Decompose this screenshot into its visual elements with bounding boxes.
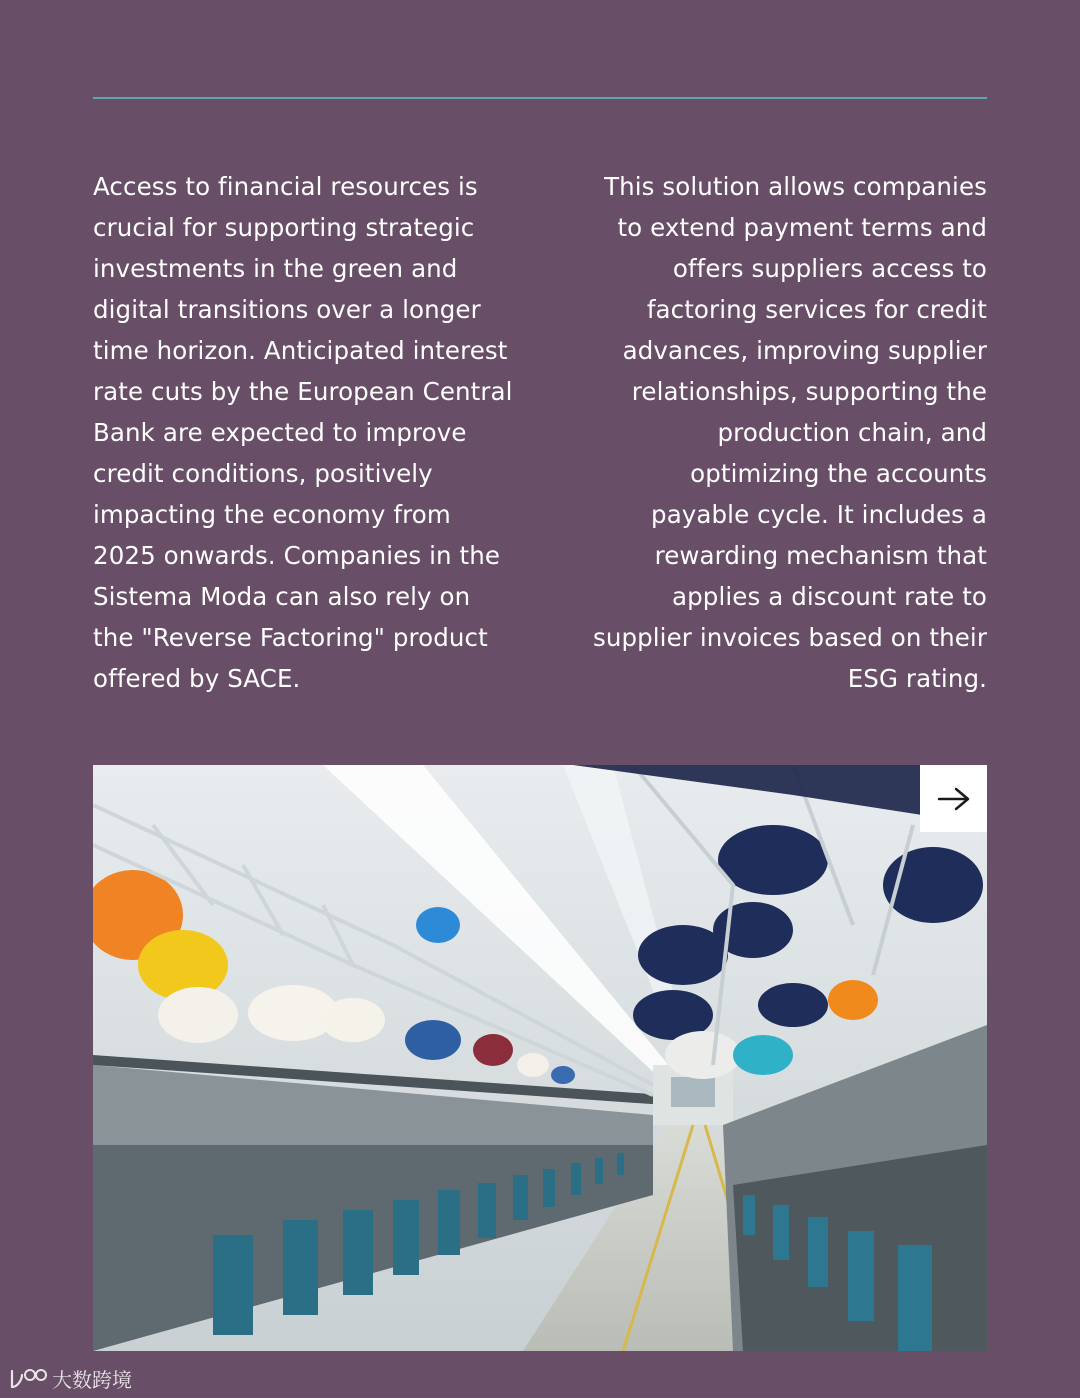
text-line: impacting the economy from (93, 500, 451, 529)
next-arrow-button[interactable] (920, 765, 987, 832)
watermark-logo-icon (8, 1365, 48, 1391)
text-line: production chain, and (717, 418, 987, 447)
text-line: rewarding mechanism that (654, 541, 987, 570)
text-line: Sistema Moda can also rely on (93, 582, 471, 611)
text-line: payable cycle. It includes a (651, 500, 987, 529)
text-line: applies a discount rate to (672, 582, 987, 611)
left-text-column (93, 166, 513, 699)
text-line: time horizon. Anticipated interest (93, 336, 508, 365)
text-line: digital transitions over a longer (93, 295, 481, 324)
text-line: relationships, supporting the (631, 377, 987, 406)
text-line: offered by SACE. (93, 664, 301, 693)
text-line: the "Reverse Factoring" product (93, 623, 488, 652)
text-line: 2025 onwards. Companies in the (93, 541, 501, 570)
text-line: factoring services for credit (646, 295, 987, 324)
text-line: to extend payment terms and (617, 213, 987, 242)
textile-factory-photo (93, 765, 987, 1351)
text-line: optimizing the accounts (690, 459, 987, 488)
section-divider (93, 97, 987, 99)
text-line: ESG rating. (847, 664, 987, 693)
text-line: Bank are expected to improve (93, 418, 467, 447)
arrow-right-icon (937, 787, 971, 811)
text-line: offers suppliers access to (672, 254, 987, 283)
text-line: rate cuts by the European Central (93, 377, 513, 406)
text-line: investments in the green and (93, 254, 458, 283)
text-line: crucial for supporting strategic (93, 213, 475, 242)
text-line: credit conditions, positively (93, 459, 433, 488)
watermark-text: 大数跨境 (52, 1367, 132, 1392)
text-line: supplier invoices based on their (592, 623, 987, 652)
text-line: advances, improving supplier (622, 336, 987, 365)
watermark (8, 1362, 132, 1394)
text-line: Access to financial resources is (93, 172, 478, 201)
right-text-column (577, 166, 987, 699)
text-line: This solution allows companies (604, 172, 987, 201)
